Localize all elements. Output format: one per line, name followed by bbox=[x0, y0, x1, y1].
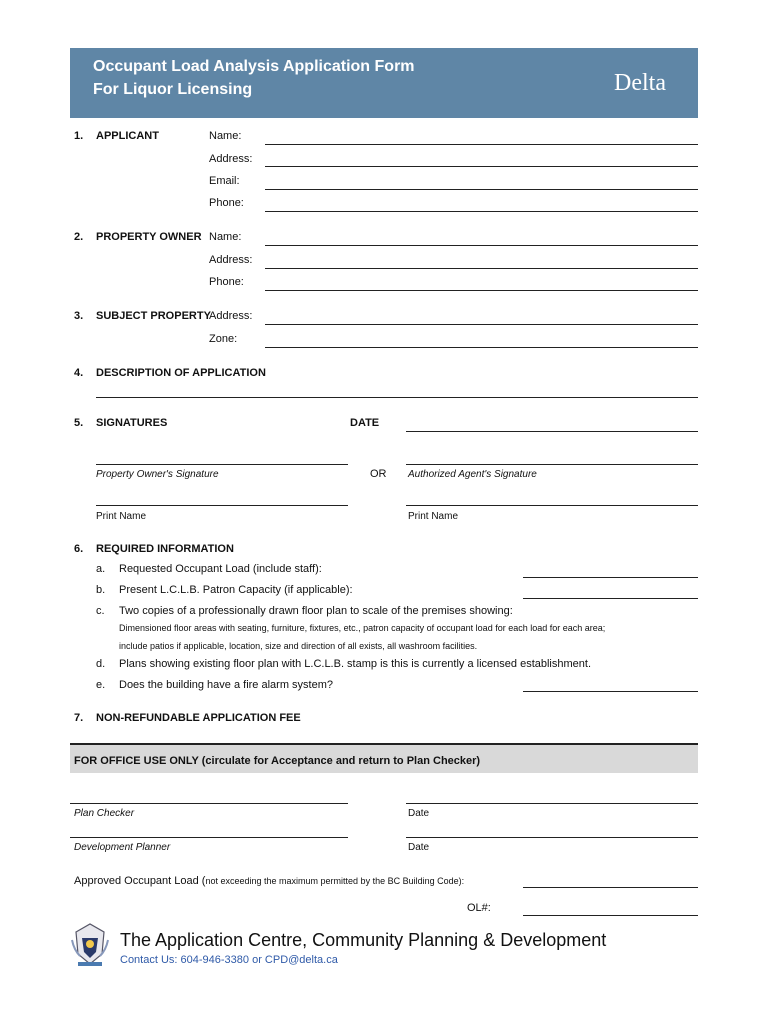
floor-plan-detail-line1: Dimensioned floor areas with seating, furniture, fixtures, etc., patron capacity of occupant load for each load for each area; bbox=[119, 623, 606, 633]
owner-address-label: Address: bbox=[209, 254, 253, 266]
section-number: 7. bbox=[74, 712, 84, 724]
fire-alarm-field[interactable] bbox=[523, 691, 698, 692]
section-description-title: DESCRIPTION OF APPLICATION bbox=[96, 367, 266, 379]
print-name-right-field[interactable] bbox=[406, 505, 698, 506]
item-letter: e. bbox=[96, 679, 106, 691]
applicant-name-field[interactable] bbox=[265, 144, 698, 145]
plan-checker-field[interactable] bbox=[70, 803, 348, 804]
plan-checker-date-label: Date bbox=[408, 808, 430, 819]
ol-number-field[interactable] bbox=[523, 915, 698, 916]
applicant-phone-label: Phone: bbox=[209, 197, 244, 209]
requested-occupant-load-field[interactable] bbox=[523, 577, 698, 578]
owner-signature-label: Property Owner's Signature bbox=[96, 469, 219, 480]
ol-number-label: OL#: bbox=[467, 902, 491, 914]
approved-occupant-load-field[interactable] bbox=[523, 887, 698, 888]
owner-name-field[interactable] bbox=[265, 245, 698, 246]
section-owner-title: PROPERTY OWNER bbox=[96, 231, 202, 243]
form-title: Occupant Load Analysis Application Form bbox=[93, 58, 415, 75]
plan-checker-date-field[interactable] bbox=[406, 803, 698, 804]
form-subtitle: For Liquor Licensing bbox=[93, 81, 253, 98]
owner-name-label: Name: bbox=[209, 231, 242, 243]
section-number: 2. bbox=[74, 231, 84, 243]
print-name-left-field[interactable] bbox=[96, 505, 348, 506]
property-address-label: Address: bbox=[209, 310, 253, 322]
or-label: OR bbox=[370, 468, 387, 480]
section-applicant-title: APPLICANT bbox=[96, 130, 159, 142]
applicant-email-field[interactable] bbox=[265, 189, 698, 190]
development-planner-label: Development Planner bbox=[74, 842, 171, 853]
date-label: DATE bbox=[350, 417, 380, 429]
development-planner-date-label: Date bbox=[408, 842, 430, 853]
property-zone-label: Zone: bbox=[209, 333, 238, 345]
applicant-address-label: Address: bbox=[209, 153, 253, 165]
section-required-title: REQUIRED INFORMATION bbox=[96, 543, 234, 555]
signature-date-field[interactable] bbox=[406, 431, 698, 432]
item-letter: b. bbox=[96, 584, 106, 596]
section-number: 5. bbox=[74, 417, 84, 429]
plan-checker-label: Plan Checker bbox=[74, 808, 135, 819]
applicant-address-field[interactable] bbox=[265, 166, 698, 167]
section-property-title: SUBJECT PROPERTY bbox=[96, 310, 211, 322]
property-zone-field[interactable] bbox=[265, 347, 698, 348]
office-use-heading: FOR OFFICE USE ONLY (circulate for Acceptance and return to Plan Checker) bbox=[74, 755, 481, 767]
item-letter: a. bbox=[96, 563, 106, 575]
owner-signature-field[interactable] bbox=[96, 464, 348, 465]
section-number: 1. bbox=[74, 130, 84, 142]
section-signatures-title: SIGNATURES bbox=[96, 417, 168, 429]
item-letter: d. bbox=[96, 658, 106, 670]
description-field[interactable] bbox=[96, 397, 698, 398]
section-fee-title: NON-REFUNDABLE APPLICATION FEE bbox=[96, 712, 301, 724]
print-name-left-label: Print Name bbox=[96, 511, 147, 522]
item-letter: c. bbox=[96, 605, 105, 617]
agent-signature-label: Authorized Agent's Signature bbox=[408, 469, 537, 480]
property-address-field[interactable] bbox=[265, 324, 698, 325]
floor-plan-detail-line2: include patios if applicable, location, size and direction of all exists, all washroom facilities. bbox=[119, 641, 478, 651]
approved-occupant-load-label bbox=[74, 875, 464, 887]
section-number: 3. bbox=[74, 310, 84, 322]
patron-capacity-field[interactable] bbox=[523, 598, 698, 599]
patron-capacity-label: Present L.C.L.B. Patron Capacity (if applicable): bbox=[119, 584, 353, 596]
footer-title: The Application Centre, Community Planning & Development bbox=[120, 930, 607, 950]
development-planner-date-field[interactable] bbox=[406, 837, 698, 838]
applicant-name-label: Name: bbox=[209, 130, 242, 142]
delta-crest-icon bbox=[70, 920, 110, 970]
section-number: 4. bbox=[74, 367, 84, 379]
floor-plan-label: Two copies of a professionally drawn floor plan to scale of the premises showing: bbox=[119, 605, 513, 617]
print-name-right-label: Print Name bbox=[408, 511, 459, 522]
agent-signature-field[interactable] bbox=[406, 464, 698, 465]
fire-alarm-label: Does the building have a fire alarm system? bbox=[119, 679, 333, 691]
development-planner-field[interactable] bbox=[70, 837, 348, 838]
existing-plan-label: Plans showing existing floor plan with L.C.L.B. stamp is this is currently a licensed establishment. bbox=[119, 658, 591, 670]
owner-phone-field[interactable] bbox=[265, 290, 698, 291]
section-number: 6. bbox=[74, 543, 84, 555]
owner-phone-label: Phone: bbox=[209, 276, 244, 288]
approved-main-text: Approved Occupant Load ( bbox=[74, 875, 206, 887]
delta-logo: Delta bbox=[614, 70, 666, 96]
footer-contact-link[interactable]: Contact Us: 604-946-3380 or CPD@delta.ca bbox=[120, 954, 338, 966]
applicant-email-label: Email: bbox=[209, 175, 240, 187]
owner-address-field[interactable] bbox=[265, 268, 698, 269]
approved-note-text: not exceeding the maximum permitted by the BC Building Code): bbox=[205, 876, 465, 886]
requested-occupant-load-label: Requested Occupant Load (include staff): bbox=[119, 563, 322, 575]
applicant-phone-field[interactable] bbox=[265, 211, 698, 212]
